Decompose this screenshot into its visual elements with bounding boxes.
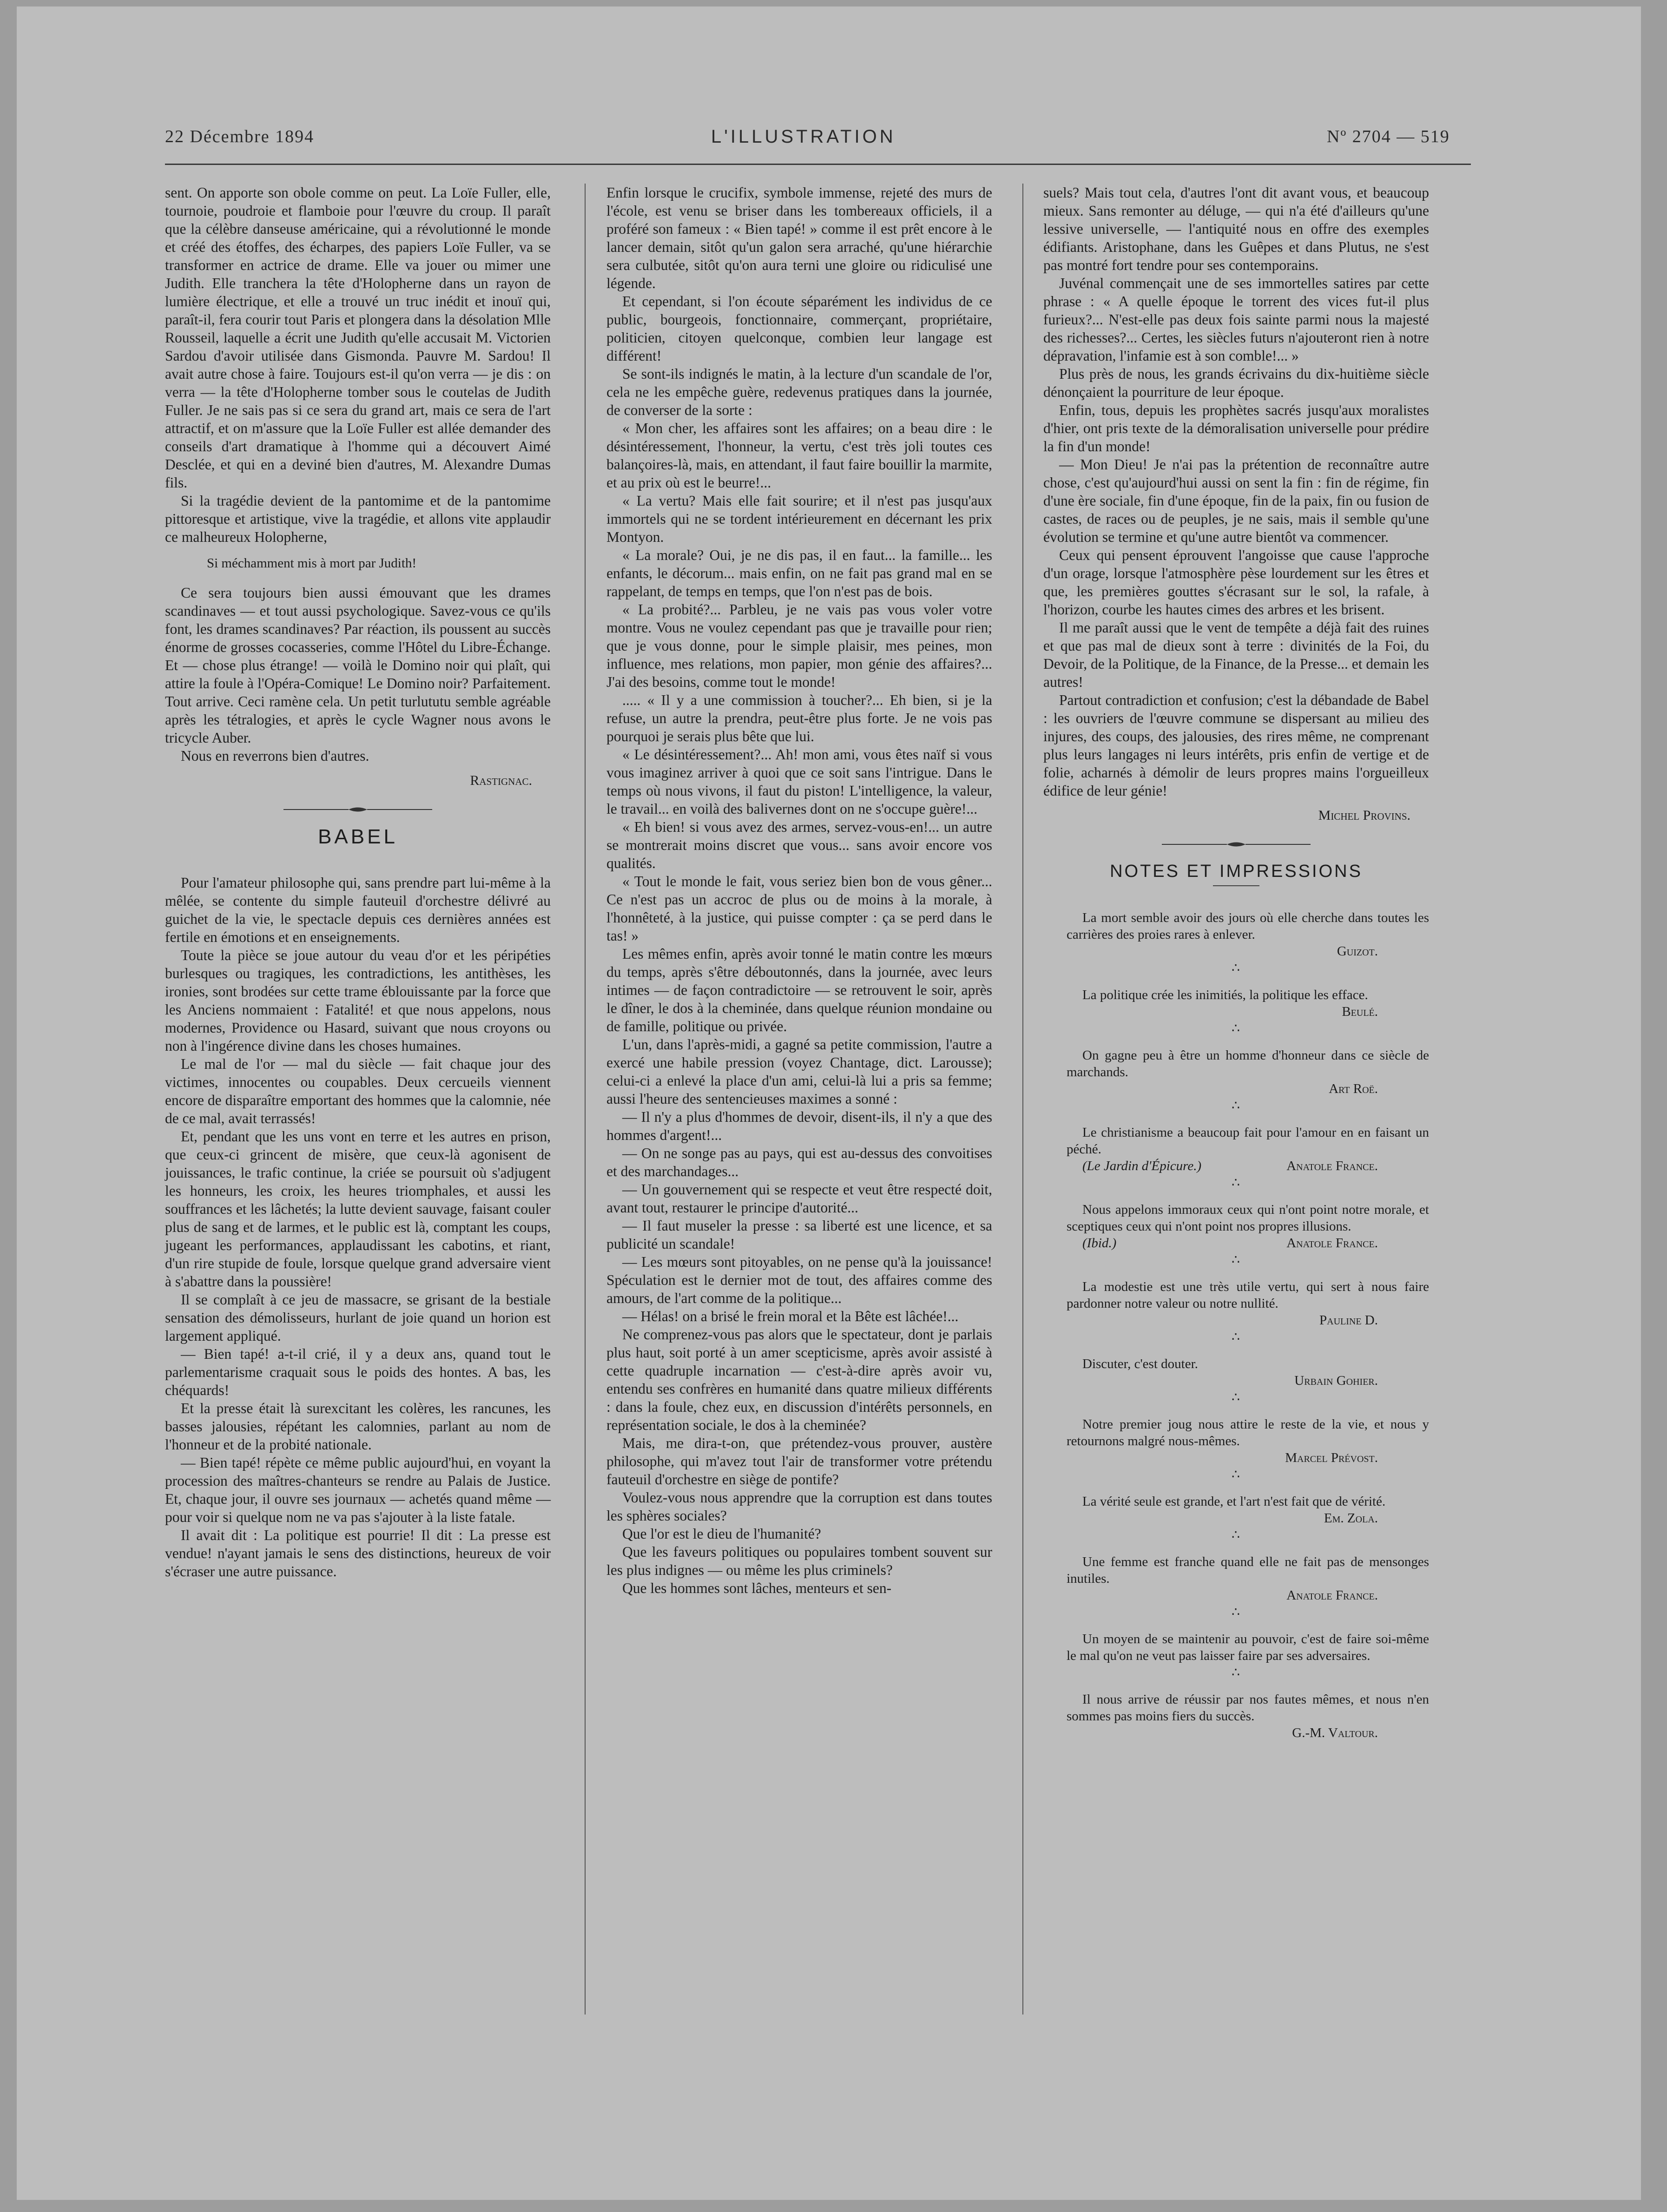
paragraph: — Bien tapé! a-t-il crié, il y a deux ans, quand tout le parlementarisme craquait sous le poids des hontes. A bas, les chéquards! bbox=[165, 1346, 551, 1398]
paragraph: sent. On apporte son obole comme on peut. La Loïe Fuller, elle, tournoie, poudroie et flamboie pour l'œuvre du croup. Il paraît que la célèbre danseuse américaine, qui a révolutionné le monde et créé des étoffes, des écharpes, des papiers Loïe Fuller, va se transformer en actrice de drame. Elle va jouer ou mimer une Judith. Elle tranchera la tête d'Holopherne dans un rayon de lumière électrique, et elle a trouvé un truc inédit et inouï qui, paraît-il, fera courir tout Paris et plongera dans la désolation Mlle Rousseil, laquelle a écrit une Judith qu'elle accusait M. Victorien Sardou d'avoir utilisée dans Gismonda. Pauvre M. Sardou! Il avait autre chose à faire. Toujours est-il qu'on verra — je dis : on verra — la tête d'Holopherne tomber sous le coutelas de Judith Fuller. Je ne sais pas si ce sera du grand art, mais ce sera de l'art attractif, et on m'assure que la Loïe Fuller est allée demander des conseils d'art dramatique à l'homme qui a découvert Aimé Desclée, et qui en a deviné bien d'autres, M. Alexandre Dumas fils. bbox=[165, 184, 551, 491]
section-title-notes: NOTES ET IMPRESSIONS bbox=[1110, 862, 1363, 881]
paragraph: Il me paraît aussi que le vent de tempête a déjà fait des ruines et que pas mal de dieux sont à terre : divinités de la Foi, du Devoir, de la Politique, de la Finance, de la Presse... et demain les autres! bbox=[1043, 619, 1429, 690]
header-rule bbox=[165, 164, 1471, 165]
ornament-divider bbox=[279, 805, 437, 814]
header-title: L'ILLUSTRATION bbox=[711, 126, 896, 147]
maxim-source-line bbox=[1043, 1158, 1429, 1174]
paragraph: — Mon Dieu! Je n'ai pas la prétention de reconnaître autre chose, c'est qu'aujourd'hui aussi on sent la fin : fin de régime, fin d'une ère sociale, fin d'une époque, fin de la paix, fin ou fusion de castes, de races ou de peuples, je ne sais, mais il semble qu'une évolution se termine et qu'une autre bientôt va commencer. bbox=[1043, 456, 1429, 545]
maxim-item bbox=[1043, 1278, 1429, 1329]
paragraph: « Le désintéressement?... Ah! mon ami, vous êtes naïf si vous vous imaginez arriver à quoi que ce soit sans l'intrigue. Dans le temps où nous vivons, il faut du piston! L'intelligence, la valeur, le travail... en voilà des balivernes dont on ne s'occupe guère!... bbox=[606, 746, 992, 817]
asterism-separator: ∴ bbox=[1232, 1528, 1241, 1542]
ornament-divider bbox=[1157, 840, 1315, 849]
asterism-separator: ∴ bbox=[1232, 961, 1241, 975]
section-title-babel: BABEL bbox=[318, 825, 398, 848]
maxims-list bbox=[1043, 909, 1429, 1741]
maxim-item bbox=[1043, 1356, 1429, 1389]
asterism-separator: ∴ bbox=[1232, 1330, 1241, 1344]
paragraph: Enfin lorsque le crucifix, symbole immense, rejeté des murs de l'école, est venu se briser dans les tombereaux officiels, il a proféré son fameux : « Bien tapé! » comme il est prêt encore à le lancer demain, sitôt qu'un galon sera arraché, qu'une hiérarchie sera culbutée, sitôt qu'on aura terni une gloire ou ridiculisé une légende. bbox=[606, 184, 992, 291]
maxim-author: Anatole France. bbox=[1286, 1236, 1378, 1251]
maxim-author: G.-M. Valtour. bbox=[1292, 1725, 1378, 1740]
paragraph: — On ne songe pas au pays, qui est au-dessus des convoitises et des marchandages... bbox=[606, 1145, 992, 1179]
maxim-text: Une femme est franche quand elle ne fait pas de mensonges inutiles. bbox=[1067, 1554, 1429, 1586]
paragraph: — Les mœurs sont pitoyables, on ne pense qu'à la jouissance! Spéculation est le dernier mot de tout, des affaires comme des amours, de l'art comme de la politique... bbox=[606, 1254, 992, 1306]
asterism-separator: ∴ bbox=[1232, 1176, 1241, 1190]
maxim-text: La mort semble avoir des jours où elle cherche dans toutes les carrières des proies rares à enlever. bbox=[1067, 910, 1429, 942]
paragraph: « La vertu? Mais elle fait sourire; et il n'est pas jusqu'aux immortels qui ne se tordent intérieurement en décernant les prix Montyon. bbox=[606, 493, 992, 545]
paragraph: Les mêmes enfin, après avoir tonné le matin contre les mœurs du temps, après s'être déboutonnés, dans la journée, avec leurs intimes — de façon contradictoire — se retrouvent le soir, après le dîner, le dos à la cheminée, dans quelque réunion mondaine ou de famille, politique ou privée. bbox=[606, 946, 992, 1034]
paragraph: — Un gouvernement qui se respecte et veut être respecté doit, avant tout, restaurer le principe d'autorité... bbox=[606, 1181, 992, 1216]
paragraph: Juvénal commençait une de ses immortelles satires par cette phrase : « A quelle époque le torrent des vices fut-il plus furieux?... N'est-elle pas deux fois sainte parmi nous la majesté des richesses?... Certes, les siècles futurs n'ajouteront rien à notre dépravation, l'infamie est à son comble!... » bbox=[1043, 275, 1429, 364]
paragraph: Toute la pièce se joue autour du veau d'or et les péripéties burlesques ou tragiques, les contradictions, les antithèses, les ironies, sont brodées sur cette trame éblouissante par la force que les Anciens nommaient : Fatalité! et que nous appelons, nous modernes, Providence ou Hasard, suivant que nous croyons ou non à l'ingérence divine dans les choses humaines. bbox=[165, 947, 551, 1054]
maxim-text: Nous appelons immoraux ceux qui n'ont point notre morale, et sceptiques ceux qui n'ont point nos propres illusions. bbox=[1067, 1202, 1429, 1234]
column-1 bbox=[165, 184, 551, 1580]
paragraph: — Hélas! on a brisé le frein moral et la Bête est lâchée!... bbox=[622, 1308, 959, 1324]
maxim-author: Urbain Gohier. bbox=[1294, 1373, 1378, 1388]
maxim-text: La modestie est une très utile vertu, qui sert à nous faire pardonner notre valeur ou notre nullité. bbox=[1067, 1279, 1429, 1311]
maxim-item bbox=[1043, 1416, 1429, 1466]
paragraph: « Mon cher, les affaires sont les affaires; on a beau dire : le désintéressement, l'honneur, la vertu, c'est très joli toutes ces balançoires-là, mais, en attendant, il faut faire bouillir la marmite, et au prix où est le beurre!... bbox=[606, 420, 992, 491]
paragraph: « La probité?... Parbleu, je ne vais pas vous voler votre montre. Vous ne voulez cependant pas que je travaille pour rien; que je vous donne, pour le simple plaisir, mes peines, mon influence, mes relations, mon papier, mon génie des affaires?... J'ai des besoins, comme tout le monde! bbox=[606, 601, 992, 690]
maxim-text: Discuter, c'est douter. bbox=[1082, 1356, 1198, 1371]
paragraph: « Eh bien! si vous avez des armes, servez-vous-en!... un autre se montrerait moins discret que vous... sans avoir encore vos qualités. bbox=[606, 819, 992, 871]
maxim-item bbox=[1043, 987, 1429, 1020]
asterism-separator: ∴ bbox=[1232, 1605, 1241, 1620]
asterism-separator: ∴ bbox=[1232, 1099, 1241, 1113]
paragraph: suels? Mais tout cela, d'autres l'ont dit avant vous, et beaucoup mieux. Sans remonter au déluge, — qui n'a été d'ailleurs qu'une lessive universelle, — l'antiquité nous en offre des exemples édifiants. Aristophane, dans les Guêpes et dans Plutus, ne s'est pas montré fort tendre pour ses contemporains. bbox=[1043, 184, 1429, 273]
paragraph: — Il n'y a plus d'hommes de devoir, disent-ils, il n'y a que des hommes d'argent!... bbox=[606, 1109, 992, 1143]
paragraph: Que les hommes sont lâches, menteurs et sen- bbox=[622, 1580, 892, 1596]
paragraph: L'un, dans l'après-midi, a gagné sa petite commission, l'autre a exercé une habile pression (voyez Chantage, dict. Larousse); celui-ci a enlevé la place d'un ami, celui-là lui a pris sa femme; aussi l'heure des sentencieuses maximes a sonné : bbox=[606, 1036, 992, 1107]
paragraph: Plus près de nous, les grands écrivains du dix-huitième siècle dénonçaient la pourriture de leur époque. bbox=[1043, 366, 1429, 400]
maxim-text: La vérité seule est grande, et l'art n'est fait que de vérité. bbox=[1082, 1494, 1386, 1509]
paragraph: Que les faveurs politiques ou populaires tombent souvent sur les plus indignes — ou même les plus criminels? bbox=[606, 1544, 992, 1578]
paragraph: Et la presse était là surexcitant les colères, les rancunes, les basses jalousies, répétant les calomnies, parlant au nom de l'honneur et de la probité nationale. bbox=[165, 1400, 551, 1453]
paragraph: Le mal de l'or — mal du siècle — fait chaque jour des victimes, innocentes ou coupables. Deux cercueils viennent encore de disparaître emportant des hommes que la calomnie, née de ce mal, avait terrassés! bbox=[165, 1056, 551, 1126]
title-underline bbox=[1213, 885, 1259, 886]
maxim-text: Il nous arrive de réussir par nos fautes mêmes, et nous n'en sommes pas moins fiers du succès. bbox=[1067, 1692, 1429, 1724]
paragraph: Et cependant, si l'on écoute séparément les individus de ce public, bourgeois, fonctionnaire, commerçant, propriétaire, politicien, citoyen quelconque, combien leur langage est différent! bbox=[606, 293, 992, 364]
maxim-source: (Le Jardin d'Épicure.) bbox=[1082, 1159, 1202, 1173]
asterism-separator: ∴ bbox=[1232, 1253, 1241, 1267]
column-rule bbox=[1022, 184, 1023, 2014]
maxim-text: La politique crée les inimitiés, la politique les efface. bbox=[1082, 988, 1368, 1002]
maxim-item bbox=[1043, 1201, 1429, 1251]
maxim-item bbox=[1043, 1124, 1429, 1174]
column-3 bbox=[1043, 184, 1429, 1741]
maxim-item bbox=[1043, 1047, 1429, 1097]
maxim-author: Guizot. bbox=[1337, 944, 1378, 959]
paragraph: Pour l'amateur philosophe qui, sans prendre part lui-même à la mêlée, se contente du simple fauteuil d'orchestre délivré au guichet de la vie, le spectacle depuis ces dernières années est fertile en émotions et en enseignements. bbox=[165, 875, 551, 945]
maxim-author: Art Roë. bbox=[1329, 1081, 1378, 1096]
column-2 bbox=[606, 184, 992, 1597]
asterism-separator: ∴ bbox=[1232, 1390, 1241, 1405]
asterism-separator: ∴ bbox=[1232, 1666, 1241, 1680]
maxim-author: Em. Zola. bbox=[1324, 1511, 1378, 1526]
maxim-item bbox=[1043, 1691, 1429, 1741]
paragraph: « Tout le monde le fait, vous seriez bien bon de vous gêner... Ce n'est pas un accroc de plus ou de moins à la morale, à l'honnêteté, à la justice, qui puisse compter : ça se perd dans le tas! » bbox=[606, 873, 992, 944]
maxim-text: Le christianisme a beaucoup fait pour l'amour en en faisant un péché. bbox=[1067, 1125, 1429, 1157]
paragraph: Il avait dit : La politique est pourrie! Il dit : La presse est vendue! n'ayant jamais le sens des distinctions, heureux de voir s'écraser une autre puissance. bbox=[165, 1527, 551, 1580]
paragraph: Nous en reverrons bien d'autres. bbox=[181, 748, 369, 764]
asterism-separator: ∴ bbox=[1232, 1468, 1241, 1482]
paragraph: Ce sera toujours bien aussi émouvant que les drames scandinaves — et tout aussi psychologique. Savez-vous ce qu'ils font, les drames scandinaves? Par réaction, ils poussent au succès énorme de grosses cocasseries, comme l'Hôtel du Libre-Échange. Et — chose plus étrange! — voilà le Domino noir qui plaît, qui attire la foule à l'Opéra-Comique! Le Domino noir? Parfaitement. Tout arrive. Ceci ramène cela. Un petit turlututu semble agréable après les tétralogies, et après le cycle Wagner nous avons le tricycle Auber. bbox=[165, 585, 551, 746]
paragraph: Il se complaît à ce jeu de massacre, se grisant de la bestiale sensation des démolisseurs, hurlant de joie quand un horion est largement appliqué. bbox=[165, 1291, 551, 1344]
maxim-item bbox=[1043, 1554, 1429, 1604]
maxim-author: Anatole France. bbox=[1286, 1159, 1378, 1173]
maxim-author: Marcel Prévost. bbox=[1285, 1450, 1378, 1465]
verse-quote: Si méchamment mis à mort par Judith! bbox=[207, 556, 417, 571]
author-signature: Rastignac. bbox=[470, 773, 532, 788]
paragraph: Et, pendant que les uns vont en terre et les autres en prison, que ceux-ci grincent de misère, que ceux-là agonisent de jouissances, le trafic continue, la criée se poursuit où s'adjugent les honneurs, les croix, les heures triomphales, et aussi les souffrances et les lâchetés; la lutte devient sauvage, faisant couler plus de sang et de larmes, et le public est là, comptant les coups, jugeant les performances, applaudissant les cabotins, et riant, d'un rire stupide de foule, lorsque quelque grand adversaire vient à s'abattre dans la poussière! bbox=[165, 1128, 551, 1290]
maxim-source-line bbox=[1043, 1235, 1429, 1251]
maxim-text: On gagne peu à être un homme d'honneur dans ce siècle de marchands. bbox=[1067, 1048, 1429, 1080]
asterism-separator: ∴ bbox=[1232, 1021, 1241, 1036]
maxim-item bbox=[1043, 909, 1429, 960]
paragraph: — Il faut museler la presse : sa liberté est une licence, et sa publicité un scandale! bbox=[606, 1218, 992, 1252]
paragraph: Se sont-ils indignés le matin, à la lecture d'un scandale de l'or, cela ne les empêche guère, redevenus pratiques dans la journée, de converser de la sorte : bbox=[606, 366, 992, 418]
paragraph: Si la tragédie devient de la pantomime et de la pantomime pittoresque et artistique, vive la tragédie, et allons vite applaudir ce malheureux Holopherne, bbox=[165, 493, 551, 545]
maxim-author: Beulé. bbox=[1342, 1004, 1378, 1019]
paragraph: Ceux qui pensent éprouvent l'angoisse que cause l'approche d'un orage, lorsque l'atmosphère pèse lourdement sur les êtres et que, les premières gouttes s'écrasant sur le sol, la rafale, à l'horizon, courbe les hautes cimes des arbres et les brisent. bbox=[1043, 547, 1429, 618]
paragraph: Voulez-vous nous apprendre que la corruption est dans toutes les sphères sociales? bbox=[606, 1489, 992, 1524]
maxim-text: Notre premier joug nous attire le reste de la vie, et nous y retournons malgré nous-mêmes. bbox=[1067, 1417, 1429, 1448]
maxim-item bbox=[1043, 1631, 1429, 1664]
paragraph: Mais, me dira-t-on, que prétendez-vous prouver, austère philosophe, qui m'avez tout l'air de transformer votre prétendu fauteuil d'orchestre en siège de pontife? bbox=[606, 1435, 992, 1488]
header-date: 22 Décembre 1894 bbox=[165, 127, 315, 146]
maxim-source: (Ibid.) bbox=[1082, 1236, 1117, 1251]
paragraph: Partout contradiction et confusion; c'est la débandade de Babel : les ouvriers de l'œuvre commune se dispersant au milieu des injures, des coups, des jalousies, des rires même, ne comprenant plus leurs langages ni leurs intérêts, pris enfin de vertige et de folie, acharnés à démolir de leurs propres mains l'orgueilleux édifice de leur génie! bbox=[1043, 692, 1429, 799]
maxim-author: Anatole France. bbox=[1286, 1588, 1378, 1603]
paragraph: « La morale? Oui, je ne dis pas, il en faut... la famille... les enfants, le décorum... mais enfin, on ne fait pas grand mal en se rappelant, de temps en temps, que l'on n'est pas de bois. bbox=[606, 547, 992, 599]
column-rule bbox=[585, 184, 586, 2014]
paragraph: ..... « Il y a une commission à toucher?... Eh bien, si je la refuse, un autre la prendra, peut-être plus forte. Je ne vois pas pourquoi je serais plus bête que lui. bbox=[606, 692, 992, 744]
maxim-item bbox=[1043, 1493, 1429, 1527]
paragraph: Ne comprenez-vous pas alors que le spectateur, dont je parlais plus haut, soit porté à un amer scepticisme, après avoir assisté à cette quadruple incarnation — c'est-à-dire après avoir vu, entendu ses confrères en humanité dans quatre milieux différents : dans la foule, chez eux, en discussion d'intérêts personnels, en représentation sociale, le dos à la cheminée? bbox=[606, 1326, 992, 1433]
author-signature: Michel Provins. bbox=[1318, 808, 1410, 823]
paragraph: Enfin, tous, depuis les prophètes sacrés jusqu'aux moralistes d'hier, ont pris texte de la démoralisation universelle pour prédire la fin d'un monde! bbox=[1043, 402, 1429, 454]
maxim-text: Un moyen de se maintenir au pouvoir, c'est de faire soi-même le mal qu'on ne veut pas laisser faire par ses adversaires. bbox=[1067, 1632, 1429, 1663]
maxim-author: Pauline D. bbox=[1319, 1313, 1378, 1328]
paragraph: — Bien tapé! répète ce même public aujourd'hui, en voyant la procession des maîtres-chanteurs se rendre au Palais de Justice. Et, chaque jour, il ouvre ses journaux — achetés quand même — pour voir si quelque nom ne va pas s'ajouter à la liste fatale. bbox=[165, 1455, 551, 1525]
paragraph: Que l'or est le dieu de l'humanité? bbox=[622, 1526, 821, 1542]
header-issue-number: Nº 2704 — 519 bbox=[1327, 127, 1450, 146]
